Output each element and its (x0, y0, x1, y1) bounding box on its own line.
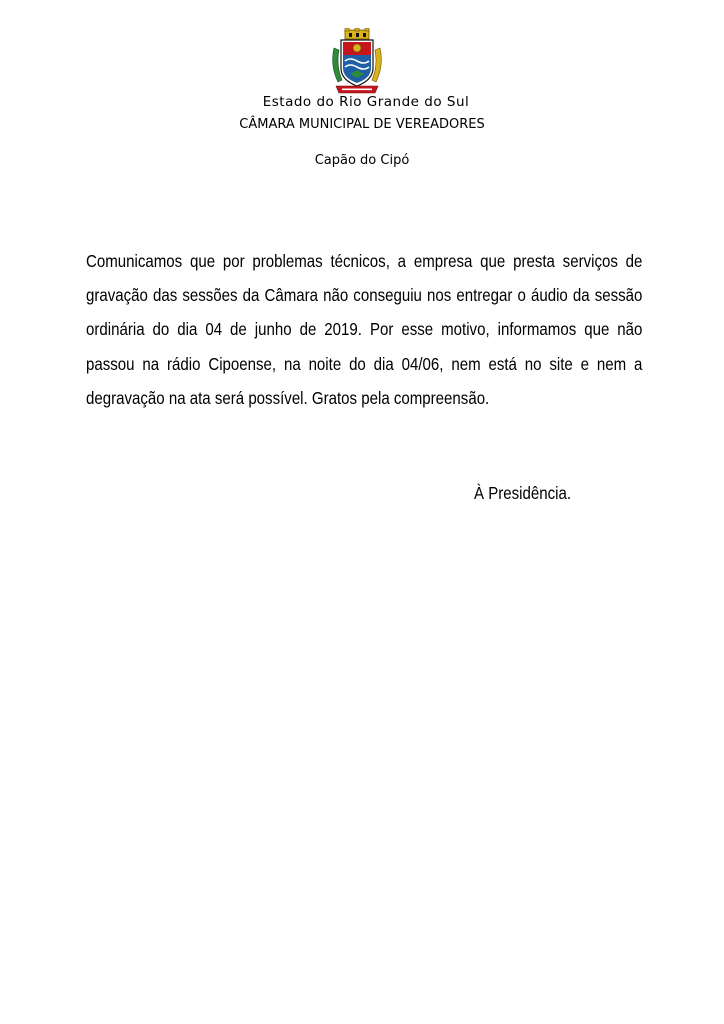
signature-line: À Presidência. (474, 483, 572, 503)
state-name: Estado do Rio Grande do Sul (262, 94, 470, 110)
chamber-name: CÂMARA MUNICIPAL DE VEREADORES (239, 117, 485, 132)
coat-of-arms-icon (328, 28, 386, 96)
notice-paragraph: Comunicamos que por problemas técnicos, a empresa que presta serviços de gravação das sessões da Câmara não conseguiu nos entregar o áudio da sessão ordinária do dia 04 de junho de 2019. Por esse motivo, informamos que não passou na rádio Cipoense, na noite do dia 04/06, nem está no site e nem a degravação na ata será possível. Gratos pela compreensão. (86, 251, 643, 408)
city-name: Capão do Cipó (314, 153, 410, 168)
